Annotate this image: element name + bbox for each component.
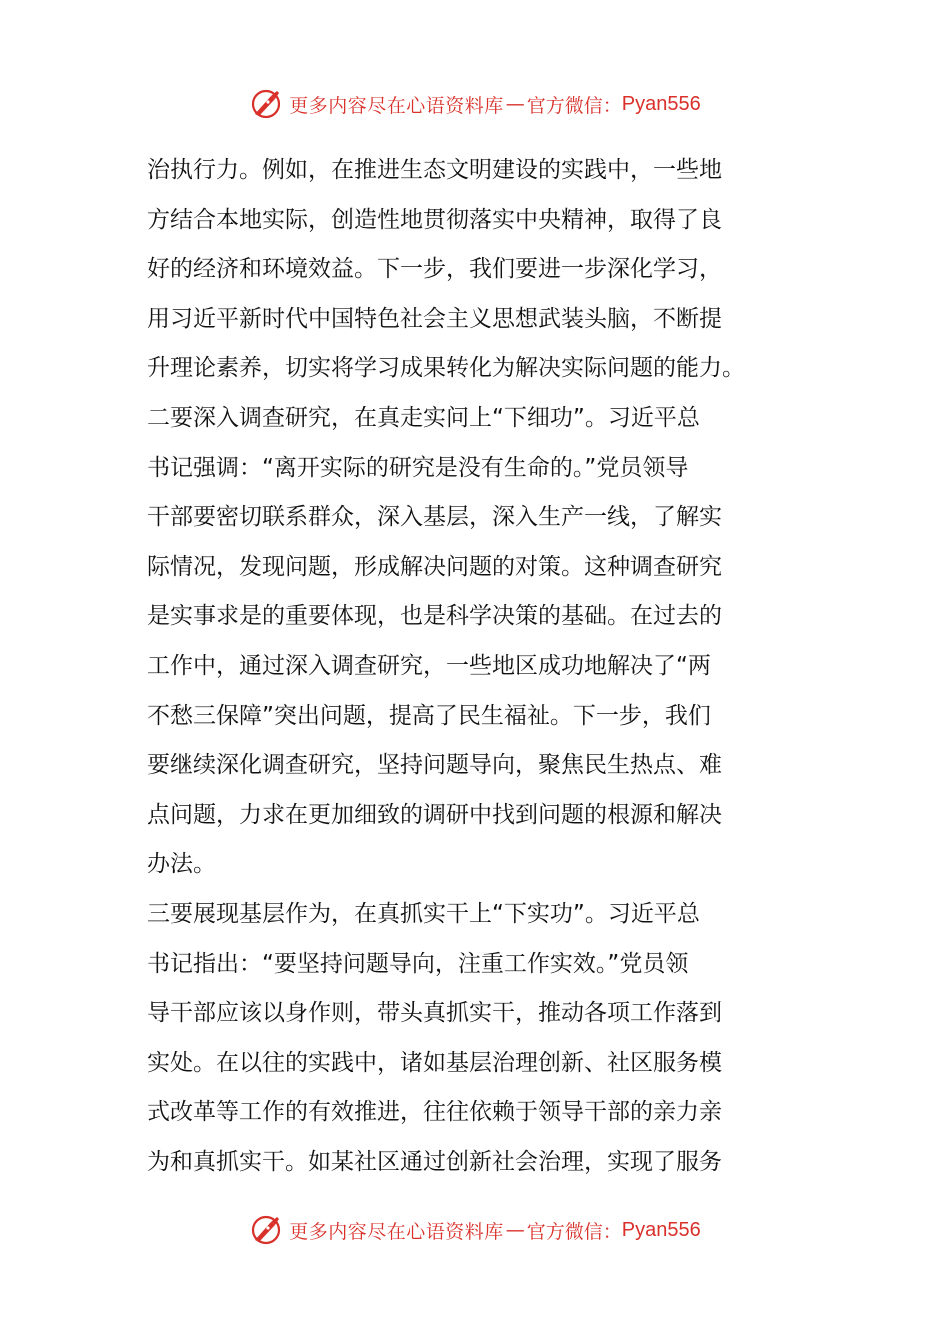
pen-logo-icon	[249, 1213, 283, 1247]
body-line: 方结合本地实际，创造性地贯彻落实中央精神，取得了良	[147, 206, 722, 233]
body-line: 为和真抓实干。如某社区通过创新社会治理，实现了服务	[147, 1148, 722, 1175]
body-line: 二要深入调查研究，在真走实问上“下细功”。习近平总	[147, 404, 700, 431]
banner-wechat-id: Pyan556	[621, 92, 701, 115]
banner-wechat-id: Pyan556	[621, 1218, 701, 1241]
banner-site-text: 更多内容尽在心语资料库	[289, 94, 504, 117]
banner-dash: —	[505, 93, 525, 115]
body-line: 好的经济和环境效益。下一步，我们要进一步深化学习，	[147, 256, 722, 283]
body-line: 要继续深化调查研究，坚持问题导向，聚焦民生热点、难	[147, 752, 722, 779]
body-line: 导干部应该以身作则，带头真抓实干，推动各项工作落到	[147, 1000, 722, 1027]
body-line: 点问题，力求在更加细致的调研中找到问题的根源和解决	[147, 801, 722, 828]
body-line: 工作中，通过深入调查研究，一些地区成功地解决了“两	[147, 652, 711, 679]
document-body	[147, 146, 807, 1187]
body-line: 际情况，发现问题，形成解决问题的对策。这种调查研究	[147, 553, 722, 580]
body-line: 三要展现基层作为，在真抓实干上“下实功”。习近平总	[147, 900, 700, 927]
body-line: 实处。在以往的实践中，诸如基层治理创新、社区服务模	[147, 1049, 722, 1076]
body-line: 书记强调：“离开实际的研究是没有生命的。”党员领导	[147, 454, 689, 481]
body-line: 干部要密切联系群众，深入基层，深入生产一线，了解实	[147, 504, 722, 531]
body-line: 升理论素养，切实将学习成果转化为解决实际问题的能力。	[147, 355, 745, 382]
body-line: 治执行力。例如，在推进生态文明建设的实践中，一些地	[147, 157, 722, 183]
banner-dash: —	[505, 1219, 525, 1241]
body-line: 式改革等工作的有效推进，往往依赖于领导干部的亲力亲	[147, 1099, 722, 1126]
banner-wechat-label: 官方微信：	[526, 94, 622, 117]
body-line: 不愁三保障”突出问题，提高了民生福祉。下一步，我们	[147, 702, 711, 729]
footer-banner	[0, 1210, 950, 1250]
header-banner	[0, 84, 950, 124]
body-line: 用习近平新时代中国特色社会主义思想武装头脑，不断提	[147, 305, 722, 332]
body-line: 是实事求是的重要体现，也是科学决策的基础。在过去的	[147, 603, 722, 630]
banner-site-text: 更多内容尽在心语资料库	[289, 1220, 504, 1243]
pen-logo-icon	[249, 87, 283, 121]
body-line: 书记指出：“要坚持问题导向，注重工作实效。”党员领	[147, 950, 689, 977]
body-line: 办法。	[147, 851, 216, 878]
banner-wechat-label: 官方微信：	[526, 1220, 622, 1243]
